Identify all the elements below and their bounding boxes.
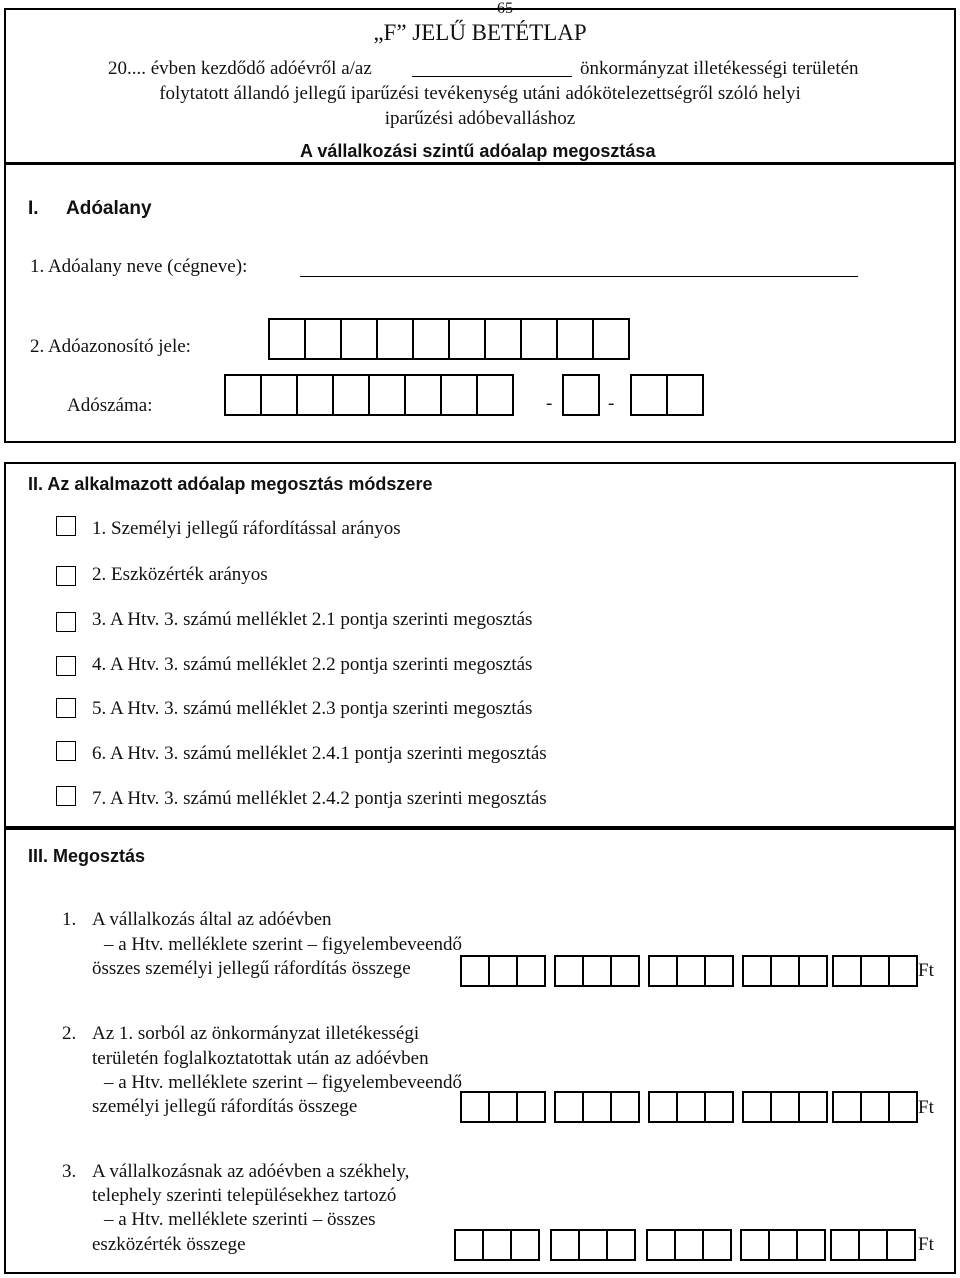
item2-line3: – a Htv. melléklete szerint – figyelembeveendő — [104, 1072, 463, 1093]
amount3-currency: Ft — [918, 1234, 934, 1255]
section2-box — [4, 462, 956, 828]
amount-cell[interactable] — [482, 1229, 512, 1261]
tax-number-cell[interactable] — [630, 374, 668, 416]
amount-cell[interactable] — [832, 955, 862, 987]
item1-number: 1. — [62, 909, 77, 930]
item2-line1: Az 1. sorból az önkormányzat illetékességi — [92, 1023, 420, 1044]
taxpayer-name-field[interactable] — [300, 258, 858, 277]
amount-cell[interactable] — [488, 955, 518, 987]
amount-cell[interactable] — [554, 955, 584, 987]
tax-id-cell[interactable] — [448, 318, 486, 360]
item2-number: 2. — [62, 1023, 77, 1044]
tax-id-cell[interactable] — [520, 318, 558, 360]
amount-cell[interactable] — [830, 1229, 860, 1261]
tax-number-dash-2: - — [608, 393, 615, 414]
tax-number-cells-main[interactable] — [224, 374, 512, 416]
method-checkbox-3[interactable] — [56, 612, 76, 632]
tax-number-cells-county[interactable] — [630, 374, 702, 416]
tax-number-cell[interactable] — [562, 374, 600, 416]
amount-cell[interactable] — [454, 1229, 484, 1261]
amount-cell[interactable] — [674, 1229, 704, 1261]
header-line2: folytatott állandó jellegű iparűzési tevékenység utáni adókötelezettségről szóló helyi — [159, 83, 801, 104]
item3-line4: eszközérték összege — [92, 1234, 246, 1255]
amount-cell[interactable] — [742, 1091, 772, 1123]
method-option-5: 5. A Htv. 3. számú melléklet 2.3 pontja szerinti megosztás — [92, 698, 533, 719]
method-option-2: 2. Eszközérték arányos — [92, 564, 268, 585]
method-checkbox-2[interactable] — [56, 566, 76, 586]
amount2-group5[interactable] — [832, 1091, 916, 1123]
tax-id-cell[interactable] — [340, 318, 378, 360]
amount-cell[interactable] — [768, 1229, 798, 1261]
amount3-group2[interactable] — [550, 1229, 634, 1261]
method-option-6: 6. A Htv. 3. számú melléklet 2.4.1 pontja szerinti megosztás — [92, 743, 547, 764]
tax-id-cells[interactable] — [268, 318, 628, 360]
amount-cell[interactable] — [770, 955, 800, 987]
amount-cell[interactable] — [704, 955, 734, 987]
item3-line3: – a Htv. melléklete szerinti – összes — [104, 1209, 376, 1230]
amount2-group3[interactable] — [648, 1091, 732, 1123]
tax-id-cell[interactable] — [556, 318, 594, 360]
amount-cell[interactable] — [516, 1091, 546, 1123]
amount1-group4[interactable] — [742, 955, 826, 987]
amount-cell[interactable] — [704, 1091, 734, 1123]
item1-line1: A vállalkozás által az adóévben — [92, 909, 332, 930]
amount-cell[interactable] — [610, 1091, 640, 1123]
tax-id-label: 2. Adóazonosító jele: — [30, 336, 191, 357]
method-checkbox-5[interactable] — [56, 698, 76, 718]
amount-cell[interactable] — [516, 955, 546, 987]
tax-number-cell[interactable] — [440, 374, 478, 416]
amount-cell[interactable] — [578, 1229, 608, 1261]
amount1-group3[interactable] — [648, 955, 732, 987]
tax-number-cell[interactable] — [476, 374, 514, 416]
header-line3: iparűzési adóbevalláshoz — [384, 108, 576, 129]
method-checkbox-4[interactable] — [56, 656, 76, 676]
method-checkbox-7[interactable] — [56, 786, 76, 806]
header-line1-suffix: önkormányzat illetékességi területén — [580, 58, 859, 79]
amount3-group4[interactable] — [740, 1229, 824, 1261]
amount-cell[interactable] — [554, 1091, 584, 1123]
amount-cell[interactable] — [550, 1229, 580, 1261]
header-subtitle: A vállalkozási szintű adóalap megosztása — [300, 141, 656, 161]
amount-cell[interactable] — [702, 1229, 732, 1261]
tax-number-cells-vat[interactable] — [562, 374, 598, 416]
tax-number-cell[interactable] — [260, 374, 298, 416]
tax-id-cell[interactable] — [376, 318, 414, 360]
item2-line2: területén foglalkoztatottak után az adóévben — [92, 1048, 429, 1069]
tax-number-cell[interactable] — [332, 374, 370, 416]
amount-cell[interactable] — [646, 1229, 676, 1261]
tax-id-cell[interactable] — [268, 318, 306, 360]
form-title: „F” JELŰ BETÉTLAP — [373, 20, 587, 45]
amount-cell[interactable] — [676, 1091, 706, 1123]
amount2-group4[interactable] — [742, 1091, 826, 1123]
section1-number: I. — [28, 198, 39, 219]
amount-cell[interactable] — [798, 1091, 828, 1123]
item3-number: 3. — [62, 1161, 77, 1182]
amount-cell[interactable] — [796, 1229, 826, 1261]
tax-number-cell[interactable] — [404, 374, 442, 416]
amount-cell[interactable] — [770, 1091, 800, 1123]
amount-cell[interactable] — [648, 1091, 678, 1123]
amount-cell[interactable] — [742, 955, 772, 987]
method-option-1: 1. Személyi jellegű ráfordítással arányos — [92, 518, 401, 539]
item3-line1: A vállalkozásnak az adóévben a székhely, — [92, 1161, 410, 1182]
item1-line2: – a Htv. melléklete szerint – figyelembeveendő — [104, 934, 463, 955]
amount-cell[interactable] — [798, 955, 828, 987]
amount-cell[interactable] — [488, 1091, 518, 1123]
method-option-7: 7. A Htv. 3. számú melléklet 2.4.2 pontja szerinti megosztás — [92, 788, 547, 809]
method-checkbox-1[interactable] — [56, 516, 76, 536]
tax-id-cell[interactable] — [484, 318, 522, 360]
amount-cell[interactable] — [740, 1229, 770, 1261]
section1-heading: Adóalany — [66, 198, 152, 219]
tax-number-cell[interactable] — [224, 374, 262, 416]
tax-id-cell[interactable] — [412, 318, 450, 360]
section3-heading: III. Megosztás — [28, 846, 146, 866]
amount-cell[interactable] — [460, 1091, 490, 1123]
amount1-group1[interactable] — [460, 955, 544, 987]
header-line1-prefix: 20.... évben kezdődő adóévről a/az — [108, 58, 372, 79]
municipality-blank[interactable] — [412, 58, 572, 77]
amount1-group5[interactable] — [832, 955, 916, 987]
amount-cell[interactable] — [582, 955, 612, 987]
amount2-currency: Ft — [918, 1097, 934, 1118]
amount2-group1[interactable] — [460, 1091, 544, 1123]
method-option-3: 3. A Htv. 3. számú melléklet 2.1 pontja szerinti megosztás — [92, 609, 533, 630]
amount-cell[interactable] — [832, 1091, 862, 1123]
amount-cell[interactable] — [676, 955, 706, 987]
amount-cell[interactable] — [860, 955, 890, 987]
tax-number-cell[interactable] — [368, 374, 406, 416]
amount3-group5[interactable] — [830, 1229, 914, 1261]
item2-line4: személyi jellegű ráfordítás összege — [92, 1096, 358, 1117]
tax-number-dash-1: - — [546, 393, 553, 414]
method-option-4: 4. A Htv. 3. számú melléklet 2.2 pontja szerinti megosztás — [92, 654, 533, 675]
item3-line2: telephely szerinti településekhez tartozó — [92, 1185, 397, 1206]
method-checkbox-6[interactable] — [56, 741, 76, 761]
amount-cell[interactable] — [460, 955, 490, 987]
tax-number-cell[interactable] — [666, 374, 704, 416]
amount1-currency: Ft — [918, 960, 934, 981]
amount-cell[interactable] — [582, 1091, 612, 1123]
amount2-group2[interactable] — [554, 1091, 638, 1123]
section2-heading: II. Az alkalmazott adóalap megosztás módszere — [28, 474, 433, 494]
amount-cell[interactable] — [610, 955, 640, 987]
page-number: 65 — [497, 0, 513, 17]
amount-cell[interactable] — [648, 955, 678, 987]
amount3-group1[interactable] — [454, 1229, 538, 1261]
amount1-group2[interactable] — [554, 955, 638, 987]
amount-cell[interactable] — [860, 1091, 890, 1123]
amount3-group3[interactable] — [646, 1229, 730, 1261]
item1-line3: összes személyi jellegű ráfordítás összege — [92, 958, 411, 979]
amount-cell[interactable] — [858, 1229, 888, 1261]
amount-cell[interactable] — [510, 1229, 540, 1261]
tax-id-cell[interactable] — [592, 318, 630, 360]
tax-id-cell[interactable] — [304, 318, 342, 360]
tax-number-label: Adószáma: — [67, 395, 153, 416]
tax-number-cell[interactable] — [296, 374, 334, 416]
taxpayer-name-label: 1. Adóalany neve (cégneve): — [30, 256, 248, 277]
amount-cell[interactable] — [888, 1091, 918, 1123]
amount-cell[interactable] — [606, 1229, 636, 1261]
amount-cell[interactable] — [888, 955, 918, 987]
amount-cell[interactable] — [886, 1229, 916, 1261]
